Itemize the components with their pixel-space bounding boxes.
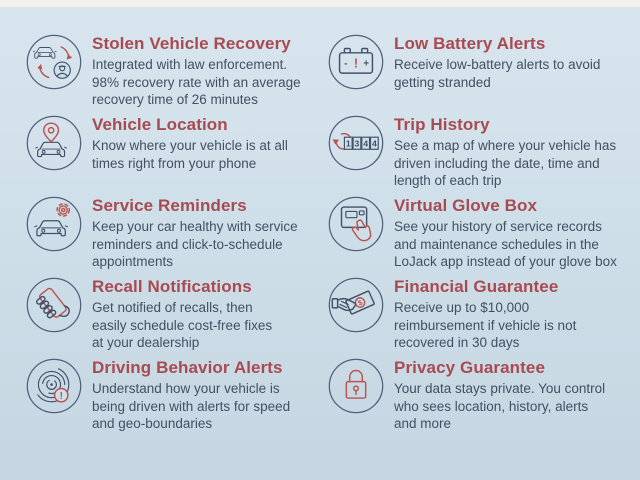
odometer-digit-4: 4 xyxy=(371,138,377,149)
feature-description: Receive low-battery alerts to avoid getting stranded xyxy=(394,57,601,90)
feature-driving-behavior-alerts xyxy=(25,357,320,431)
odometer-digit-1: 1 xyxy=(345,138,351,149)
driving-alert-exclamation: ! xyxy=(59,390,63,402)
right-column xyxy=(327,33,634,438)
feature-virtual-glove-box xyxy=(327,195,634,269)
battery-plus-sign: + xyxy=(363,58,369,70)
trip-history-icon xyxy=(327,114,385,172)
odometer-digit-2: 3 xyxy=(354,138,360,149)
feature-low-battery-alerts xyxy=(327,33,634,91)
low-battery-alerts-icon xyxy=(327,33,385,91)
battery-alert-exclamation: ! xyxy=(353,56,359,71)
financial-guarantee-icon xyxy=(327,276,385,334)
feature-description: Understand how your vehicle is being driven with alerts for speed and geo-boundaries xyxy=(92,381,291,431)
feature-description: Get notified of recalls, then easily schedule cost-free fixes at your dealership xyxy=(92,300,273,350)
feature-vehicle-location xyxy=(25,114,320,172)
feature-title: Recall Notifications xyxy=(92,277,252,296)
feature-recall-notifications xyxy=(25,276,320,350)
feature-service-reminders xyxy=(25,195,320,269)
feature-title: Privacy Guarantee xyxy=(394,358,546,377)
dollar-sign: $ xyxy=(356,297,364,308)
left-column xyxy=(25,33,320,438)
feature-title: Vehicle Location xyxy=(92,115,228,134)
recall-notifications-icon xyxy=(25,276,83,334)
feature-title: Low Battery Alerts xyxy=(394,34,546,53)
service-reminders-icon xyxy=(25,195,83,253)
feature-description: Your data stays private. You control who sees location, history, alerts and more xyxy=(394,381,606,431)
feature-title: Stolen Vehicle Recovery xyxy=(92,34,291,53)
feature-title: Driving Behavior Alerts xyxy=(92,358,283,377)
feature-description: Keep your car healthy with service reminders and click-to-schedule appointments xyxy=(92,219,298,269)
photo-top-edge xyxy=(0,0,640,7)
feature-description: See a map of where your vehicle has driven including the date, time and length of each trip xyxy=(394,138,617,188)
feature-financial-guarantee xyxy=(327,276,634,350)
feature-trip-history xyxy=(327,114,634,188)
odometer-digit-3: 4 xyxy=(363,138,369,149)
vehicle-location-icon xyxy=(25,114,83,172)
feature-description: Know where your vehicle is at all times right from your phone xyxy=(92,138,288,171)
feature-title: Trip History xyxy=(394,115,490,134)
feature-description: Integrated with law enforcement. 98% recovery rate with an average recovery time of 26 minutes xyxy=(92,57,301,107)
privacy-guarantee-icon xyxy=(327,357,385,415)
feature-title: Service Reminders xyxy=(92,196,247,215)
feature-title: Financial Guarantee xyxy=(394,277,559,296)
feature-title: Virtual Glove Box xyxy=(394,196,538,215)
feature-stolen-vehicle-recovery xyxy=(25,33,320,107)
feature-privacy-guarantee xyxy=(327,357,634,431)
driving-behavior-alerts-icon xyxy=(25,357,83,415)
feature-description: Receive up to $10,000 reimbursement if vehicle is not recovered in 30 days xyxy=(394,300,577,350)
stolen-vehicle-recovery-icon xyxy=(25,33,83,91)
virtual-glove-box-icon xyxy=(327,195,385,253)
feature-description: See your history of service records and maintenance schedules in the LoJack app instead of your glove box xyxy=(394,219,617,269)
battery-minus-sign: - xyxy=(344,58,348,70)
